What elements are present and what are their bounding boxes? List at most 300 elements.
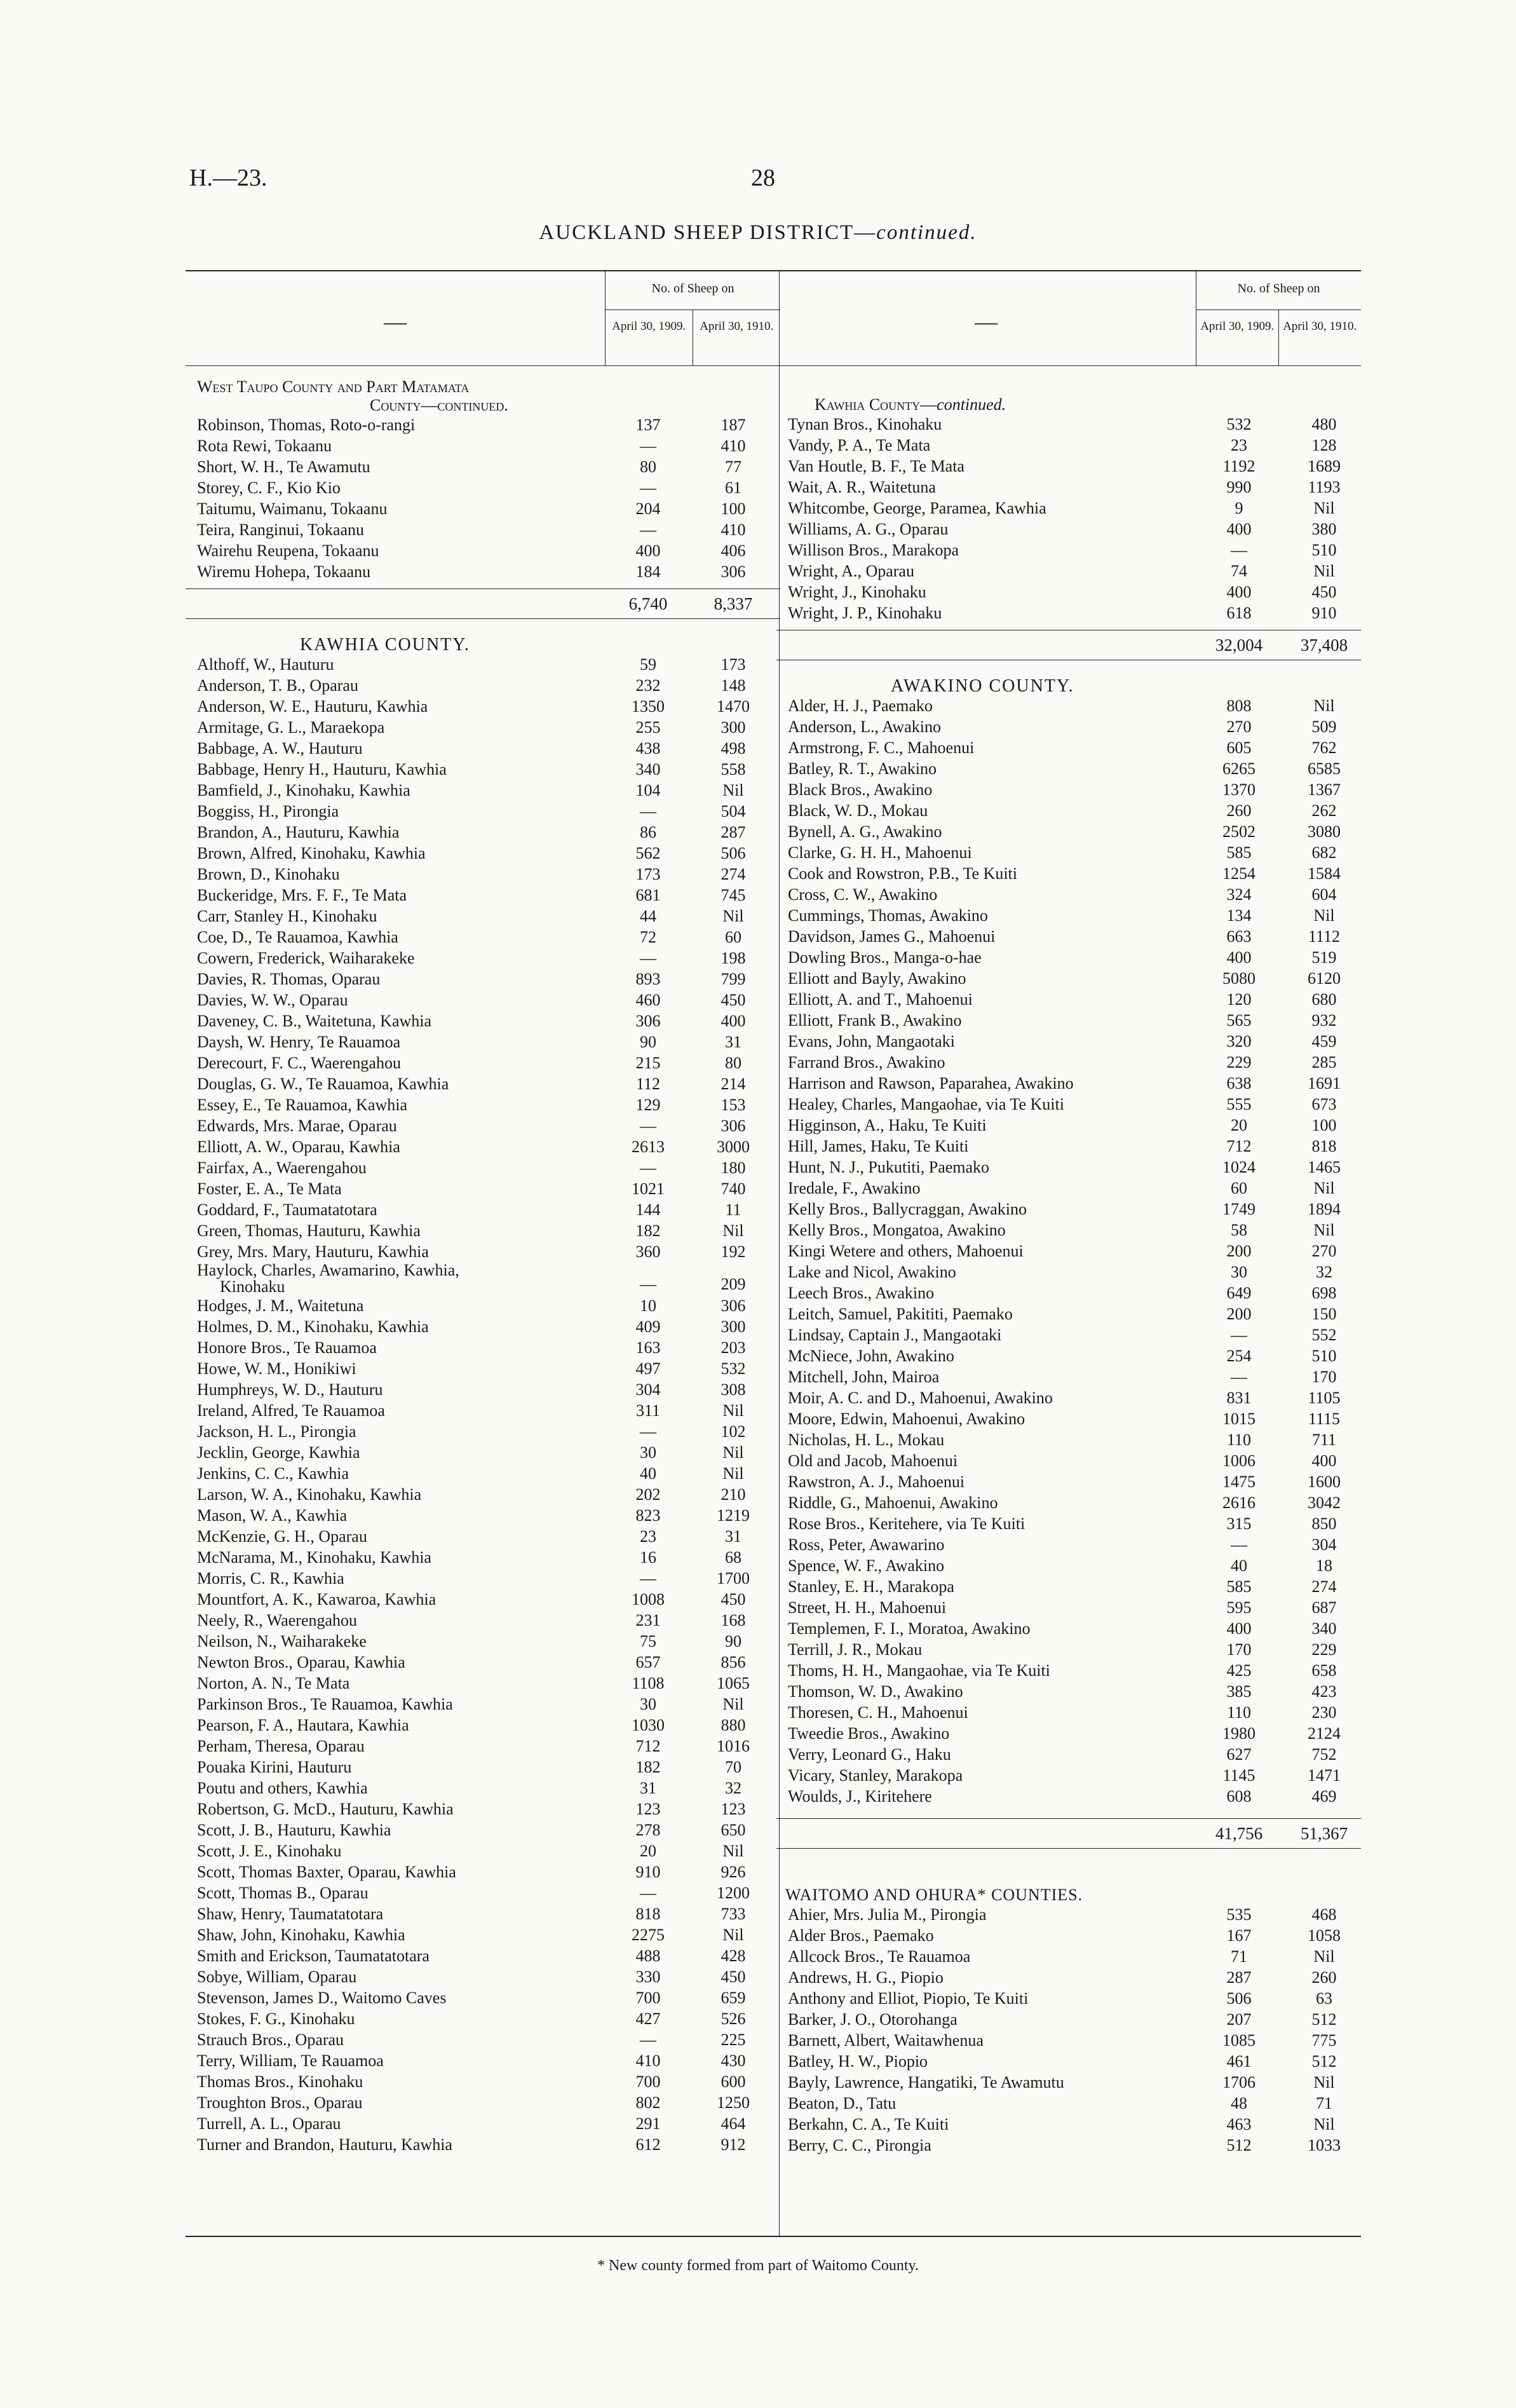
table-row bbox=[186, 1379, 780, 1400]
table-row bbox=[776, 1904, 1361, 1925]
table-row bbox=[776, 498, 1361, 519]
sheep-1909: 400 bbox=[1226, 1619, 1252, 1638]
sheep-1910: Nil bbox=[1313, 1179, 1335, 1197]
sheep-1910: 274 bbox=[1311, 1577, 1337, 1596]
table-row bbox=[186, 1442, 780, 1463]
sheep-1909: 232 bbox=[635, 676, 661, 695]
sheep-1909: 1749 bbox=[1222, 1200, 1255, 1218]
row-name: Newton Bros., Oparau, Kawhia bbox=[197, 1653, 405, 1671]
sheep-1909: 182 bbox=[635, 1758, 661, 1776]
sheep-1909: 58 bbox=[1231, 1221, 1247, 1239]
row-name: Strauch Bros., Oparau bbox=[197, 2030, 344, 2049]
sheep-1909: 182 bbox=[635, 1221, 661, 1240]
table-row bbox=[186, 1715, 780, 1736]
row-name: Berry, C. C., Pirongia bbox=[788, 2136, 931, 2154]
row-name: Cook and Rowstron, P.B., Te Kuiti bbox=[788, 864, 1018, 883]
table-row bbox=[186, 1526, 780, 1547]
sheep-1910: 510 bbox=[1311, 1347, 1337, 1365]
sheep-1909: 409 bbox=[635, 1317, 661, 1336]
sheep-1910: 1465 bbox=[1308, 1158, 1341, 1176]
sheep-1910: 1112 bbox=[1308, 927, 1341, 946]
table-row bbox=[776, 821, 1361, 842]
sheep-1910: 910 bbox=[1311, 604, 1337, 622]
sheep-1909: 400 bbox=[1226, 948, 1252, 967]
sheep-1910: 400 bbox=[721, 1012, 746, 1030]
table-row bbox=[776, 477, 1361, 498]
sheep-1910: 450 bbox=[721, 991, 746, 1009]
sheep-1909: 438 bbox=[635, 739, 661, 758]
sheep-1909: 40 bbox=[1231, 1556, 1247, 1575]
row-name: Hodges, J. M., Waitetuna bbox=[197, 1296, 364, 1315]
sheep-1910: 153 bbox=[721, 1096, 746, 1114]
sheep-1910: 740 bbox=[721, 1180, 746, 1198]
sheep-1909: 23 bbox=[640, 1527, 656, 1546]
table-row bbox=[776, 1010, 1361, 1031]
row-name: Farrand Bros., Awakino bbox=[788, 1053, 945, 1071]
footnote: * New county formed from part of Waitomo County. bbox=[597, 2257, 919, 2274]
sheep-1910: 1584 bbox=[1308, 864, 1341, 883]
sheep-1909: 608 bbox=[1226, 1787, 1252, 1806]
sheep-1909: 612 bbox=[635, 2135, 661, 2154]
table-row bbox=[186, 1589, 780, 1610]
sheep-1909: 700 bbox=[635, 1989, 661, 2007]
row-name: Tynan Bros., Kinohaku bbox=[788, 415, 942, 433]
sheep-1909: 20 bbox=[1231, 1116, 1247, 1134]
sheep-1909: 170 bbox=[1226, 1640, 1252, 1659]
sheep-1910: Nil bbox=[722, 1401, 744, 1420]
sheep-1909: — bbox=[640, 479, 656, 497]
sheep-1909: — bbox=[1231, 1326, 1247, 1344]
sheep-1909: 173 bbox=[635, 865, 661, 883]
row-name: Thoms, H. H., Mangaohae, via Te Kuiti bbox=[788, 1661, 1050, 1680]
table-row bbox=[776, 1660, 1361, 1681]
row-name: Hunt, N. J., Pukutiti, Paemako bbox=[788, 1158, 990, 1176]
row-name: Goddard, F., Taumatatotara bbox=[197, 1201, 377, 1219]
sheep-1909: 1370 bbox=[1222, 780, 1255, 799]
table-row bbox=[186, 414, 780, 435]
sheep-1909: 488 bbox=[635, 1947, 661, 1965]
table-row bbox=[776, 1408, 1361, 1429]
table-row bbox=[776, 1597, 1361, 1618]
sheep-1909: 137 bbox=[635, 416, 661, 434]
table-row bbox=[776, 800, 1361, 821]
sheep-1910: 6585 bbox=[1308, 759, 1341, 778]
sheep-1910: 210 bbox=[721, 1485, 746, 1504]
row-name: Ireland, Alfred, Te Rauamoa bbox=[197, 1401, 385, 1420]
sheep-1910: 306 bbox=[721, 562, 746, 581]
row-name: Bayly, Lawrence, Hangatiki, Te Awamutu bbox=[788, 2073, 1064, 2092]
row-name: Alder, H. J., Paemako bbox=[788, 697, 933, 715]
table-row bbox=[186, 1010, 780, 1031]
sheep-1910: 400 bbox=[1311, 1452, 1337, 1470]
header-group-title: No. of Sheep on bbox=[606, 271, 780, 310]
table-row bbox=[776, 1681, 1361, 1702]
row-name: Beaton, D., Tatu bbox=[788, 2094, 897, 2112]
table-row bbox=[776, 582, 1361, 602]
sheep-1910: Nil bbox=[722, 1695, 744, 1713]
section-total: 6,740 8,337 bbox=[186, 588, 780, 619]
table-row bbox=[186, 1136, 780, 1157]
row-name: Armstrong, F. C., Mahoenui bbox=[788, 738, 975, 757]
sheep-1909: 30 bbox=[640, 1443, 656, 1462]
table-row bbox=[186, 1505, 780, 1526]
sheep-1910: Nil bbox=[1313, 697, 1335, 715]
sheep-1910: 512 bbox=[1311, 2052, 1337, 2071]
sheep-1909: 2275 bbox=[632, 1926, 665, 1944]
table-row bbox=[186, 435, 780, 456]
sheep-1910: 304 bbox=[1311, 1535, 1337, 1554]
row-name: Perham, Theresa, Oparau bbox=[197, 1737, 365, 1755]
sheep-1909: 215 bbox=[635, 1054, 661, 1072]
sheep-1910: 32 bbox=[1316, 1263, 1332, 1281]
header-dash: — bbox=[384, 309, 407, 334]
row-name: Brandon, A., Hauturu, Kawhia bbox=[197, 823, 400, 841]
sheep-1910: 658 bbox=[1311, 1661, 1337, 1680]
sheep-1910: 80 bbox=[725, 1054, 741, 1072]
row-name: Cowern, Frederick, Waiharakeke bbox=[197, 949, 415, 967]
table-row bbox=[776, 1639, 1361, 1660]
sheep-1909: — bbox=[640, 1569, 656, 1588]
row-name: Kelly Bros., Ballycraggan, Awakino bbox=[788, 1200, 1027, 1218]
table-row bbox=[186, 948, 780, 969]
row-name: Bamfield, J., Kinohaku, Kawhia bbox=[197, 781, 410, 799]
section-kawhia bbox=[186, 636, 780, 2155]
sheep-1910: 274 bbox=[721, 865, 746, 883]
row-name: Hill, James, Haku, Te Kuiti bbox=[788, 1137, 969, 1155]
sheep-1909: 595 bbox=[1226, 1598, 1252, 1617]
header-col-1909: April 30, 1909. bbox=[606, 310, 693, 365]
sheep-1910: 192 bbox=[721, 1242, 746, 1261]
row-name: Davies, W. W., Oparau bbox=[197, 991, 348, 1009]
table-row bbox=[776, 2030, 1361, 2051]
row-name: Smith and Erickson, Taumatatotara bbox=[197, 1947, 430, 1965]
table-row bbox=[186, 1073, 780, 1094]
sheep-1909: 59 bbox=[640, 655, 656, 674]
table-row bbox=[186, 1094, 780, 1115]
sheep-1910: 31 bbox=[725, 1527, 741, 1546]
row-name: Terry, William, Te Rauamoa bbox=[197, 2051, 384, 2070]
sheep-1910: 711 bbox=[1311, 1431, 1337, 1449]
sheep-1909: 802 bbox=[635, 2093, 661, 2112]
row-name: Harrison and Rawson, Paparahea, Awakino bbox=[788, 1074, 1074, 1092]
table-row bbox=[186, 1547, 780, 1568]
sheep-1909: 535 bbox=[1226, 1905, 1252, 1924]
sheep-1909: 2613 bbox=[632, 1138, 665, 1156]
sheep-1910: 225 bbox=[721, 2030, 746, 2049]
row-name: Scott, J. B., Hauturu, Kawhia bbox=[197, 1821, 391, 1839]
row-name: Brown, D., Kinohaku bbox=[197, 865, 340, 883]
sheep-1909: 10 bbox=[640, 1296, 656, 1315]
sheep-1910: 459 bbox=[1311, 1032, 1337, 1051]
sheep-1910: Nil bbox=[722, 907, 744, 925]
row-name: Parkinson Bros., Te Rauamoa, Kawhia bbox=[197, 1695, 453, 1713]
sheep-1910: 102 bbox=[721, 1422, 746, 1441]
section-waitomo-ohura bbox=[776, 1886, 1361, 2156]
sheep-1910: Nil bbox=[722, 1443, 744, 1462]
section-title: KAWHIA COUNTY. bbox=[300, 635, 470, 655]
sheep-1910: 70 bbox=[725, 1758, 741, 1776]
row-name: Leitch, Samuel, Pakititi, Paemako bbox=[788, 1305, 1013, 1323]
table-row bbox=[186, 1987, 780, 2008]
table-row bbox=[186, 759, 780, 780]
row-name: Scott, J. E., Kinohaku bbox=[197, 1842, 342, 1860]
table-row bbox=[186, 654, 780, 675]
sheep-1909: 1706 bbox=[1222, 2073, 1255, 2092]
sheep-1910: 306 bbox=[721, 1117, 746, 1135]
sheep-1909: 44 bbox=[640, 907, 656, 925]
row-name: Robertson, G. McD., Hauturu, Kawhia bbox=[197, 1800, 454, 1818]
sheep-1909: — bbox=[1231, 1368, 1247, 1386]
table-row bbox=[776, 926, 1361, 947]
table-row bbox=[186, 2029, 780, 2050]
sheep-1910: 1105 bbox=[1308, 1389, 1341, 1407]
sheep-1910: Nil bbox=[1313, 562, 1335, 580]
table-row bbox=[776, 1241, 1361, 1262]
table-row bbox=[776, 758, 1361, 779]
section-kawhia-continued bbox=[776, 395, 1361, 660]
sheep-1909: 110 bbox=[1226, 1703, 1252, 1722]
table-row bbox=[186, 1337, 780, 1358]
row-name: Leech Bros., Awakino bbox=[788, 1284, 935, 1302]
sheep-1910: 526 bbox=[721, 2010, 746, 2028]
sheep-1910: 733 bbox=[721, 1905, 746, 1923]
row-name: Anthony and Elliot, Piopio, Te Kuiti bbox=[788, 1989, 1029, 2008]
sheep-1910: 650 bbox=[721, 1821, 746, 1839]
section-total: 41,756 51,367 bbox=[776, 1818, 1361, 1849]
sheep-1909: 287 bbox=[1226, 1968, 1252, 1987]
table-row bbox=[186, 843, 780, 864]
table-row bbox=[776, 1513, 1361, 1534]
sheep-1909: — bbox=[640, 949, 656, 967]
sheep-1909: 1254 bbox=[1222, 864, 1255, 883]
sheep-1910: 90 bbox=[725, 1632, 741, 1650]
row-name: Carr, Stanley H., Kinohaku bbox=[197, 907, 377, 925]
sheep-1910: 1367 bbox=[1308, 780, 1341, 799]
sheep-1909: 385 bbox=[1226, 1682, 1252, 1701]
sheep-1909: 1006 bbox=[1222, 1452, 1255, 1470]
row-name: Elliott and Bayly, Awakino bbox=[788, 969, 966, 988]
table-row bbox=[186, 477, 780, 498]
table-row bbox=[186, 1799, 780, 1820]
sheep-1909: 129 bbox=[635, 1096, 661, 1114]
table-row bbox=[186, 519, 780, 540]
table-row bbox=[776, 842, 1361, 863]
table-row bbox=[776, 519, 1361, 540]
sheep-1910: 673 bbox=[1311, 1095, 1337, 1113]
sheep-1909: 306 bbox=[635, 1012, 661, 1030]
row-name: Wiremu Hohepa, Tokaanu bbox=[197, 562, 371, 581]
row-name: Brown, Alfred, Kinohaku, Kawhia bbox=[197, 844, 426, 862]
table-row bbox=[186, 1241, 780, 1262]
sheep-1909: 270 bbox=[1226, 718, 1252, 736]
sheep-1909: 80 bbox=[640, 458, 656, 476]
row-name: Stokes, F. G., Kinohaku bbox=[197, 2010, 355, 2028]
table-row bbox=[186, 1924, 780, 1945]
sheep-1909: 1085 bbox=[1222, 2031, 1255, 2050]
sheep-1910: 285 bbox=[1311, 1053, 1337, 1071]
sheep-1910: 428 bbox=[721, 1947, 746, 1965]
row-name: Holmes, D. M., Kinohaku, Kawhia bbox=[197, 1317, 429, 1336]
sheep-1910: 1894 bbox=[1308, 1200, 1341, 1218]
sheep-1910: 410 bbox=[721, 520, 746, 539]
document-code: H.—23. bbox=[189, 165, 267, 191]
sheep-1910: 229 bbox=[1311, 1640, 1337, 1659]
table-row bbox=[186, 1220, 780, 1241]
table-row bbox=[186, 1031, 780, 1052]
sheep-1910: Nil bbox=[722, 781, 744, 799]
sheep-1909: 123 bbox=[635, 1800, 661, 1818]
table-row bbox=[186, 1652, 780, 1673]
row-name: Coe, D., Te Rauamoa, Kawhia bbox=[197, 928, 398, 946]
row-name: Clarke, G. H. H., Mahoenui bbox=[788, 843, 972, 862]
row-name: Verry, Leonard G., Haku bbox=[788, 1745, 951, 1764]
sheep-1909: 831 bbox=[1226, 1389, 1252, 1407]
sheep-1909: 40 bbox=[640, 1464, 656, 1483]
sheep-1910: 100 bbox=[1311, 1116, 1337, 1134]
sheep-1909: 425 bbox=[1226, 1661, 1252, 1680]
table-row bbox=[776, 1534, 1361, 1555]
table-row bbox=[186, 1199, 780, 1220]
sheep-1909: 71 bbox=[1231, 1947, 1247, 1966]
sheep-1910: 300 bbox=[721, 718, 746, 737]
table-row bbox=[776, 2009, 1361, 2030]
sheep-1910: 3000 bbox=[717, 1138, 750, 1156]
table-row bbox=[776, 863, 1361, 884]
sheep-1910: 410 bbox=[721, 437, 746, 455]
sheep-1910: 1219 bbox=[717, 1506, 750, 1525]
row-name: Derecourt, F. C., Waerengahou bbox=[197, 1054, 401, 1072]
table-row bbox=[776, 695, 1361, 716]
sheep-1909: 663 bbox=[1226, 927, 1252, 946]
sheep-1910: 6120 bbox=[1308, 969, 1341, 988]
sheep-1909: 1980 bbox=[1222, 1724, 1255, 1743]
header-dash: — bbox=[975, 309, 998, 334]
sheep-1909: 9 bbox=[1235, 499, 1243, 517]
sheep-1909: 278 bbox=[635, 1821, 661, 1839]
row-name: Kingi Wetere and others, Mahoenui bbox=[788, 1242, 1024, 1260]
sheep-1909: 204 bbox=[635, 500, 661, 518]
sheep-1909: 340 bbox=[635, 760, 661, 779]
table-row bbox=[776, 1723, 1361, 1744]
row-name: Allcock Bros., Te Rauamoa bbox=[788, 1947, 971, 1966]
table-row bbox=[776, 435, 1361, 456]
sheep-1910: 1058 bbox=[1308, 1926, 1341, 1945]
table-header bbox=[186, 270, 780, 366]
table-row bbox=[186, 2092, 780, 2113]
row-name: Buckeridge, Mrs. F. F., Te Mata bbox=[197, 886, 407, 904]
sheep-1910: 1700 bbox=[717, 1569, 750, 1588]
row-name: Elliott, A. W., Oparau, Kawhia bbox=[197, 1138, 400, 1156]
sheep-1909: 1015 bbox=[1222, 1410, 1255, 1428]
row-name: Williams, A. G., Oparau bbox=[788, 520, 949, 538]
row-name: Vandy, P. A., Te Mata bbox=[788, 436, 931, 454]
table-row bbox=[776, 1031, 1361, 1052]
sheep-1910: 1033 bbox=[1308, 2136, 1341, 2154]
sheep-1910: Nil bbox=[722, 1842, 744, 1860]
row-name: Templemen, F. I., Moratoa, Awakino bbox=[788, 1619, 1031, 1638]
table-row bbox=[186, 1840, 780, 1861]
table-row bbox=[186, 2071, 780, 2092]
sheep-1909: 1108 bbox=[632, 1674, 665, 1692]
table-row bbox=[186, 927, 780, 948]
row-name: Willison Bros., Marakopa bbox=[788, 541, 959, 559]
sheep-1910: 506 bbox=[721, 844, 746, 862]
row-name: Foster, E. A., Te Mata bbox=[197, 1180, 342, 1198]
row-name: Douglas, G. W., Te Rauamoa, Kawhia bbox=[197, 1075, 449, 1093]
sheep-1909: 110 bbox=[1226, 1431, 1252, 1449]
row-name: Wright, A., Oparau bbox=[788, 562, 914, 580]
sheep-1910: 306 bbox=[721, 1296, 746, 1315]
row-name: Morris, C. R., Kawhia bbox=[197, 1569, 344, 1588]
row-name: Riddle, G., Mahoenui, Awakino bbox=[788, 1493, 998, 1512]
row-name: Barnett, Albert, Waitawhenua bbox=[788, 2031, 984, 2050]
sheep-1910: 100 bbox=[721, 500, 746, 518]
table-row bbox=[186, 2113, 780, 2134]
sheep-1910: 71 bbox=[1316, 2094, 1332, 2112]
sheep-1909: 291 bbox=[635, 2114, 661, 2133]
table-row bbox=[186, 1400, 780, 1421]
sheep-1909: 497 bbox=[635, 1359, 661, 1378]
sheep-1910: 187 bbox=[721, 416, 746, 434]
row-name: Fairfax, A., Waerengahou bbox=[197, 1159, 367, 1177]
sheep-1909: 231 bbox=[635, 1611, 661, 1629]
table-row bbox=[186, 540, 780, 561]
row-name: Honore Bros., Te Rauamoa bbox=[197, 1338, 377, 1357]
row-name: Armitage, G. L., Maraekopa bbox=[197, 718, 385, 737]
sheep-1910: 687 bbox=[1311, 1598, 1337, 1617]
sheep-1909: 315 bbox=[1226, 1514, 1252, 1533]
sheep-1910: 926 bbox=[721, 1863, 746, 1881]
table-row bbox=[186, 1178, 780, 1199]
row-name: McNarama, M., Kinohaku, Kawhia bbox=[197, 1548, 431, 1567]
sheep-1909: 700 bbox=[635, 2072, 661, 2091]
sheep-1910: Nil bbox=[1313, 1221, 1335, 1239]
sheep-1909: 134 bbox=[1226, 906, 1252, 925]
sheep-1910: 340 bbox=[1311, 1619, 1337, 1638]
sheep-1909: 330 bbox=[635, 1968, 661, 1986]
sheep-1910: 123 bbox=[721, 1800, 746, 1818]
row-name: Humphreys, W. D., Hauturu bbox=[197, 1380, 383, 1399]
row-name: Street, H. H., Mahoenui bbox=[788, 1598, 947, 1617]
sheep-1909: 167 bbox=[1226, 1926, 1252, 1945]
sheep-1910: 1200 bbox=[717, 1884, 750, 1902]
sheep-1909: 20 bbox=[640, 1842, 656, 1860]
row-name: Rota Rewi, Tokaanu bbox=[197, 437, 332, 455]
table-row bbox=[186, 1358, 780, 1379]
sheep-1910: Nil bbox=[722, 1464, 744, 1483]
section-west-taupo bbox=[186, 378, 780, 619]
sheep-1909: — bbox=[640, 1884, 656, 1902]
table-row bbox=[776, 1262, 1361, 1282]
sheep-1909: 808 bbox=[1226, 697, 1252, 715]
row-name: Lake and Nicol, Awakino bbox=[788, 1263, 956, 1281]
table-row bbox=[186, 1778, 780, 1799]
row-name: Moir, A. C. and D., Mahoenui, Awakino bbox=[788, 1389, 1053, 1407]
sheep-1909: 1350 bbox=[632, 697, 665, 716]
sheep-1910: 509 bbox=[1311, 718, 1337, 736]
row-name: Babbage, A. W., Hauturu bbox=[197, 739, 363, 758]
row-name: Elliott, Frank B., Awakino bbox=[788, 1011, 962, 1030]
sheep-1909: 200 bbox=[1226, 1242, 1252, 1260]
sheep-1909: 229 bbox=[1226, 1053, 1252, 1071]
table-row bbox=[776, 1450, 1361, 1471]
row-name: Cross, C. W., Awakino bbox=[788, 885, 938, 904]
sheep-1909: 512 bbox=[1226, 2136, 1252, 2154]
row-name: Scott, Thomas B., Oparau bbox=[197, 1884, 369, 1902]
sheep-1910: 512 bbox=[1311, 2010, 1337, 2029]
table-row bbox=[186, 885, 780, 906]
sheep-1909: 400 bbox=[1226, 520, 1252, 538]
